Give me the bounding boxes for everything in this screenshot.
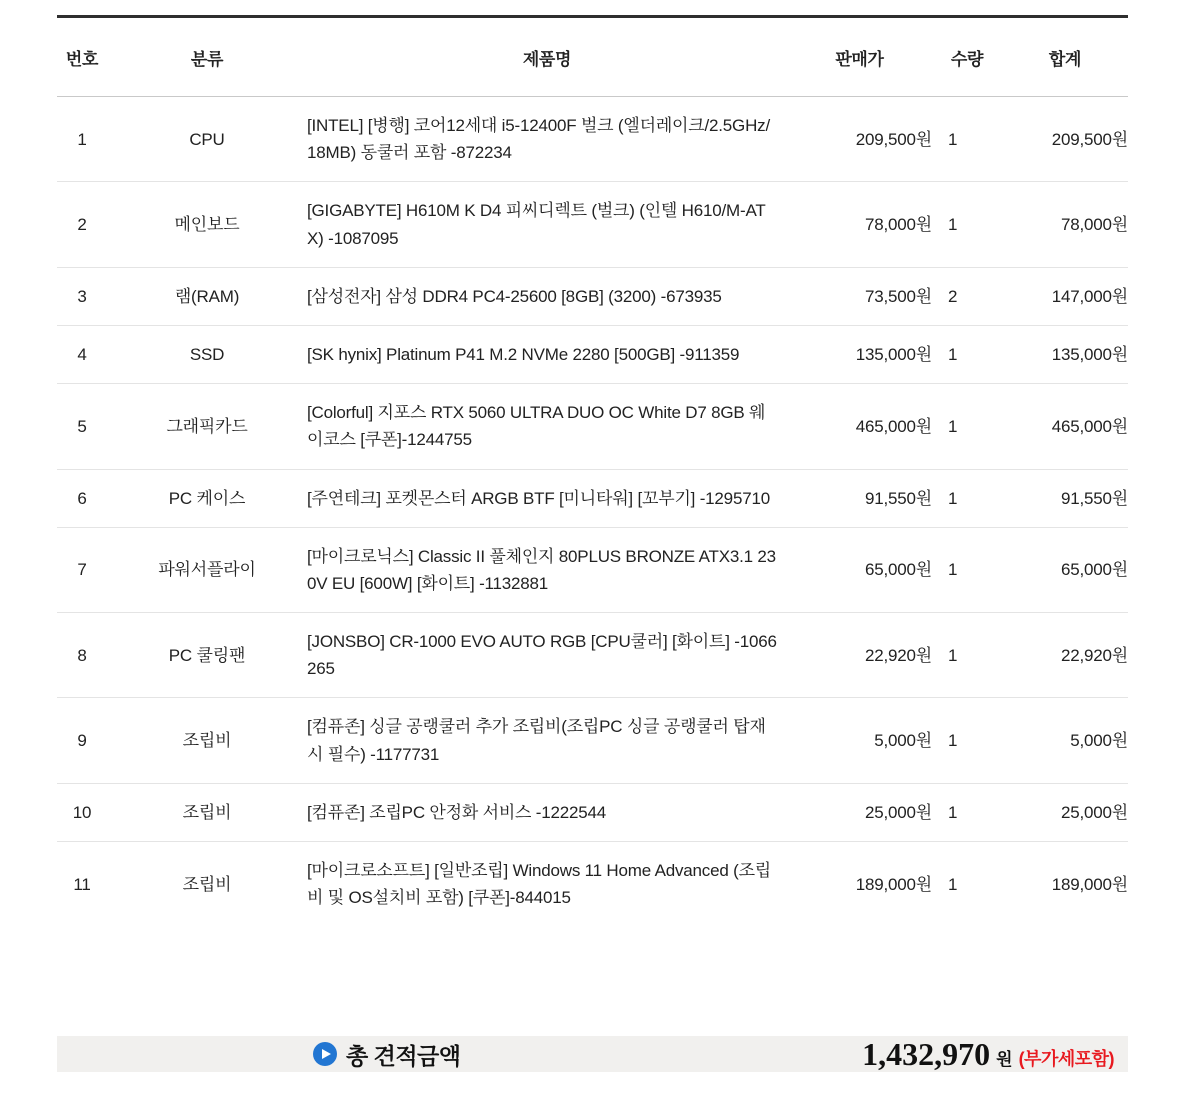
play-icon [313,1042,337,1066]
category-cell: 조립비 [182,802,232,822]
price-cell: 465,000원 [855,416,932,436]
row-number-cell: 6 [77,488,87,508]
category-cell: 그래픽카드 [166,416,248,436]
price-cell: 135,000원 [855,344,932,364]
qty-cell: 1 [948,416,958,436]
total-cell: 65,000원 [1060,560,1128,580]
category-cell: PC 케이스 [168,488,246,508]
table-row [57,325,1128,383]
column-header-no: 번호 [65,50,99,69]
price-cell: 73,500원 [864,286,932,306]
qty-cell: 1 [948,214,958,234]
table-header [57,17,1128,97]
product-name-cell: [Colorful] 지포스 RTX 5060 ULTRA DUO OC White D7 8GB 웨이코스 [쿠폰]-1244755 [307,403,766,450]
category-cell: CPU [189,129,225,149]
qty-cell: 1 [948,731,958,751]
table-row [57,267,1128,325]
table-row [57,527,1128,612]
price-cell: 22,920원 [864,645,932,665]
qty-cell: 1 [948,129,958,149]
row-number-cell: 11 [73,874,91,894]
price-cell: 5,000원 [874,731,932,751]
column-header-price: 판매가 [835,50,884,69]
column-header-category: 분류 [190,50,224,69]
row-number-cell: 4 [77,344,87,364]
row-number-cell: 9 [77,731,87,751]
category-cell: PC 쿨링팬 [168,645,246,665]
column-header-qty: 수량 [950,50,984,69]
total-cell: 209,500원 [1051,129,1128,149]
row-number-cell: 3 [77,286,87,306]
price-cell: 91,550원 [864,488,932,508]
price-cell: 209,500원 [855,129,932,149]
total-cell: 5,000원 [1070,731,1128,751]
table-row [57,842,1128,927]
product-name-cell: [마이크로닉스] Classic II 풀체인지 80PLUS BRONZE ATX3.1 230V EU [600W] [화이트] -1132881 [307,546,776,593]
category-cell: 조립비 [182,874,232,894]
table-body [57,97,1128,927]
price-cell: 65,000원 [864,560,932,580]
qty-cell: 1 [948,344,958,364]
row-number-cell: 5 [77,416,87,436]
qty-cell: 2 [948,286,958,306]
total-amount: 1,432,970 [862,1035,991,1072]
product-name-cell: [컴퓨존] 싱글 공랭쿨러 추가 조립비(조립PC 싱글 공랭쿨러 탑재 시 필수) -1177731 [307,717,766,764]
qty-cell: 1 [948,560,958,580]
table-row [57,97,1128,182]
row-number-cell: 7 [77,560,87,580]
total-cell: 189,000원 [1051,874,1128,894]
table-row [57,469,1128,527]
total-cell: 465,000원 [1051,416,1128,436]
total-cell: 91,550원 [1060,488,1128,508]
quote-table [57,15,1128,926]
total-amount-group [862,1035,1128,1072]
total-label: 총 견적금액 [346,1042,461,1069]
category-cell: 메인보드 [174,214,240,234]
product-name-cell: [삼성전자] 삼성 DDR4 PC4-25600 [8GB] (3200) -673935 [307,286,722,306]
price-cell: 189,000원 [855,874,932,894]
category-cell: 파워서플라이 [158,560,256,580]
category-cell: 램(RAM) [174,286,240,306]
product-name-cell: [GIGABYTE] H610M K D4 피씨디렉트 (벌크) (인텔 H610/M-ATX) -1087095 [307,201,766,248]
table-row [57,783,1128,841]
vat-note: (부가세포함) [1018,1048,1114,1069]
table-row [57,182,1128,267]
product-name-cell: [SK hynix] Platinum P41 M.2 NVMe 2280 [500GB] -911359 [307,344,740,364]
category-cell: 조립비 [182,731,232,751]
total-cell: 78,000원 [1060,214,1128,234]
total-cell: 147,000원 [1051,286,1128,306]
column-header-product: 제품명 [522,50,572,69]
table-row [57,613,1128,698]
total-cell: 22,920원 [1060,645,1128,665]
qty-cell: 1 [948,874,958,894]
total-cell: 135,000원 [1051,344,1128,364]
row-number-cell: 10 [72,802,92,822]
currency-label: 원 [996,1049,1013,1069]
row-number-cell: 8 [77,645,87,665]
total-label-group [57,1038,460,1071]
price-cell: 78,000원 [864,214,932,234]
table-row [57,384,1128,469]
qty-cell: 1 [948,488,958,508]
product-name-cell: [마이크로소프트] [일반조립] Windows 11 Home Advanced (조립비 및 OS설치비 포함) [쿠폰]-844015 [307,861,772,908]
column-header-total: 합계 [1048,50,1082,69]
total-cell: 25,000원 [1060,802,1128,822]
row-number-cell: 2 [77,214,87,234]
product-name-cell: [INTEL] [병행] 코어12세대 i5-12400F 벌크 (엘더레이크/2.5GHz/18MB) 동쿨러 포함 -872234 [307,116,770,163]
product-name-cell: [JONSBO] CR-1000 EVO AUTO RGB [CPU쿨러] [화이트] -1066265 [307,632,777,679]
table-row [57,698,1128,783]
price-cell: 25,000원 [864,802,932,822]
qty-cell: 1 [948,802,958,822]
row-number-cell: 1 [77,129,87,149]
product-name-cell: [주연테크] 포켓몬스터 ARGB BTF [미니타워] [꼬부기] -1295710 [307,488,770,508]
total-summary-bar [57,1036,1128,1072]
category-cell: SSD [189,344,225,364]
product-name-cell: [컴퓨존] 조립PC 안정화 서비스 -1222544 [307,802,607,822]
header-row [57,17,1128,97]
qty-cell: 1 [948,645,958,665]
